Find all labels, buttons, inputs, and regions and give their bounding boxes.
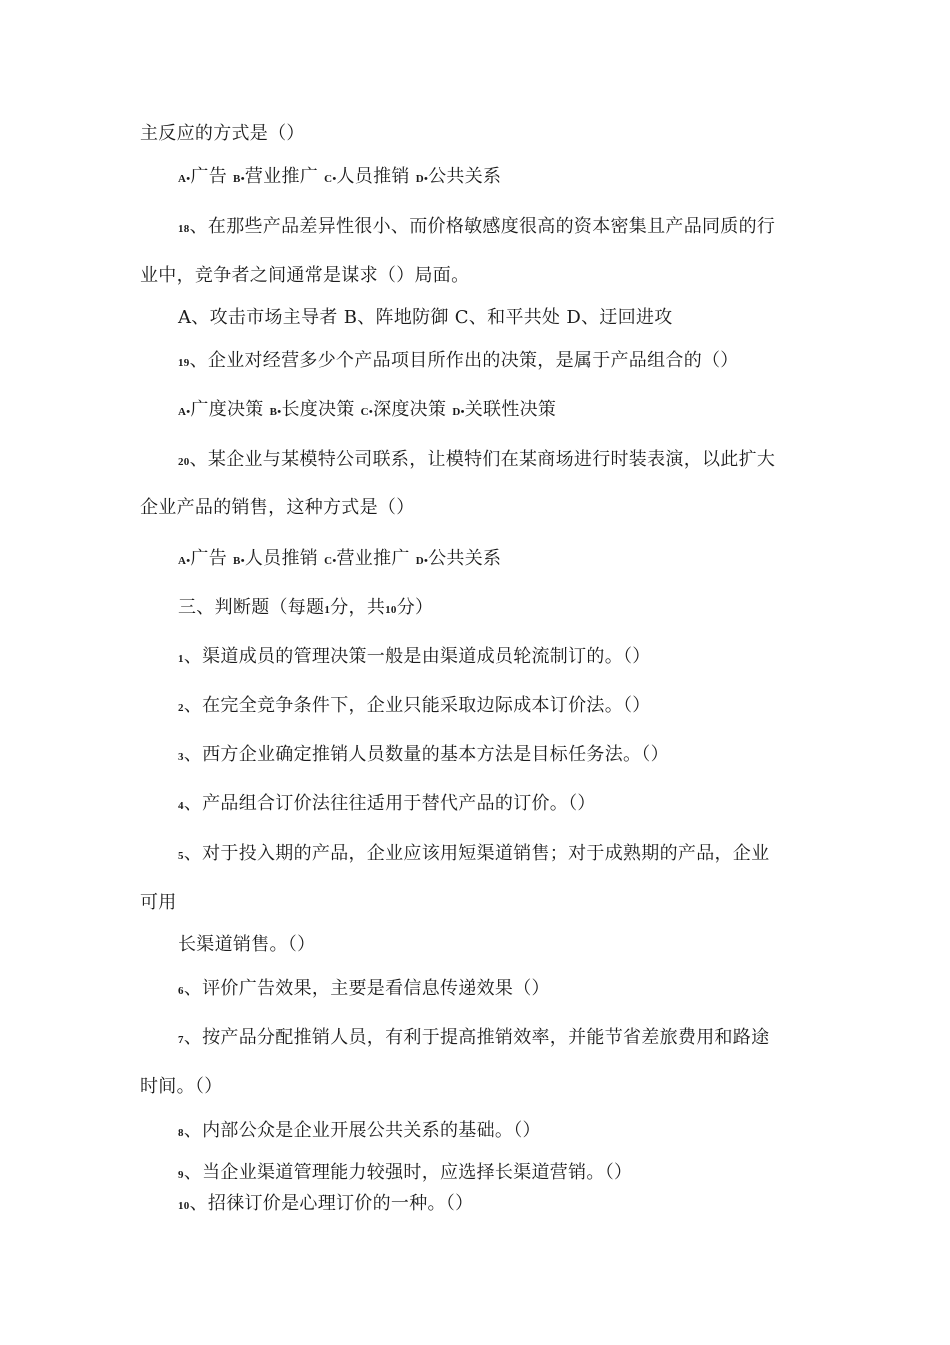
question-20-continuation xyxy=(140,497,415,519)
question-18 xyxy=(178,216,775,240)
option-d-text: 公共关系 xyxy=(428,548,502,569)
option-a-letter: A xyxy=(178,555,187,567)
points-total: 10 xyxy=(385,604,397,616)
option-dot: • xyxy=(332,173,337,185)
question-number: 8 xyxy=(178,1127,184,1139)
points-each: 1 xyxy=(324,604,331,616)
question-text: 、产品组合订价法往往适用于替代产品的订价。（） xyxy=(183,793,596,814)
question-number: 18 xyxy=(178,223,190,235)
question-text: 长渠道销售。（） xyxy=(178,934,316,955)
judgement-7-continuation xyxy=(140,1076,223,1098)
judgement-6 xyxy=(178,978,550,1002)
option-dot: • xyxy=(423,173,429,185)
judgement-5-continuation-2 xyxy=(178,934,315,956)
question-text: 、西方企业确定推销人员数量的基本方法是目标任务法。（） xyxy=(183,744,669,765)
question-text: 、企业对经营多少个产品项目所作出的决策，是属于产品组合的（） xyxy=(189,350,739,371)
question-text: 、评价广告效果，主要是看信息传递效果（） xyxy=(183,978,550,999)
option-b-letter: B xyxy=(233,173,241,185)
option-a-text: 广度决策 xyxy=(190,399,264,420)
question-text: 可用 xyxy=(140,892,177,913)
option-c-text: 深度决策 xyxy=(373,399,447,420)
option-b-text: 人员推销 xyxy=(244,548,319,569)
question-text: 、某企业与某模特公司联系，让模特们在某商场进行时装表演，以此扩大 xyxy=(189,449,776,470)
option-d-letter: D xyxy=(415,555,424,567)
question-number: 7 xyxy=(178,1034,184,1046)
judgement-9 xyxy=(178,1162,632,1186)
option-d-text: 关联性决策 xyxy=(464,399,557,420)
question-number: 6 xyxy=(178,985,184,997)
option-dot: • xyxy=(186,555,191,567)
q17-continuation xyxy=(140,123,305,145)
judgement-4 xyxy=(178,793,596,817)
question-text: 企业产品的销售，这种方式是（） xyxy=(140,497,415,518)
option-a-letter: A xyxy=(178,406,187,418)
question-number: 5 xyxy=(178,850,184,862)
question-number: 2 xyxy=(178,702,184,714)
option-b-letter: B xyxy=(269,406,278,418)
option-c-letter: C xyxy=(360,406,369,418)
section-heading-suffix: 分） xyxy=(396,597,434,618)
judgement-10 xyxy=(178,1193,473,1217)
judgement-7 xyxy=(178,1027,769,1051)
option-dot: • xyxy=(186,173,191,185)
question-text: 、内部公众是企业开展公共关系的基础。（） xyxy=(183,1120,541,1141)
option-dot: • xyxy=(332,555,337,567)
judgement-3 xyxy=(178,744,669,768)
question-text: 、按产品分配推销人员，有利于提高推销效率，并能节省差旅费用和路途 xyxy=(183,1027,770,1048)
option-a-letter: A xyxy=(178,173,187,185)
option-dot: • xyxy=(240,173,245,185)
question-18-continuation xyxy=(140,265,469,287)
judgement-2 xyxy=(178,695,651,719)
option-dot: • xyxy=(186,406,191,418)
question-text: 、渠道成员的管理决策一般是由渠道成员轮流制订的。（） xyxy=(183,646,651,667)
option-d-text: 公共关系 xyxy=(428,166,502,187)
option-dot: • xyxy=(240,555,245,567)
option-c-letter: C xyxy=(324,173,333,185)
question-19 xyxy=(178,350,739,374)
option-dot: • xyxy=(368,406,374,418)
q17-options xyxy=(178,166,501,190)
option-d-letter: D xyxy=(452,406,461,418)
question-text: 、当企业渠道管理能力较强时，应选择长渠道营销。（） xyxy=(183,1162,633,1183)
option-dot: • xyxy=(277,406,282,418)
question-number: 19 xyxy=(178,357,190,369)
question-20 xyxy=(178,449,775,473)
section-heading-prefix: 三、判断题（每题 xyxy=(178,597,325,618)
option-c-text: 营业推广 xyxy=(336,548,410,569)
section-heading xyxy=(178,597,433,621)
question-number: 3 xyxy=(178,751,184,763)
option-b-text: 营业推广 xyxy=(244,166,319,187)
question-text: 、在那些产品差异性很小、而价格敏感度很高的资本密集且产品同质的行 xyxy=(189,216,776,237)
q17-cont-text: 主反应的方式是（） xyxy=(140,123,305,144)
option-dot: • xyxy=(423,555,429,567)
option-d-letter: D xyxy=(415,173,424,185)
judgement-5 xyxy=(178,843,769,867)
judgement-5-continuation-1 xyxy=(140,892,177,914)
question-number: 20 xyxy=(178,456,190,468)
question-number: 9 xyxy=(178,1169,184,1181)
section-heading-mid: 分，共 xyxy=(330,597,386,618)
question-text: 、对于投入期的产品，企业应该用短渠道销售；对于成熟期的产品，企业 xyxy=(183,843,770,864)
options-text: A、攻击市场主导者 B、阵地防御 C、和平共处 D、迂回进攻 xyxy=(178,307,673,328)
option-a-text: 广告 xyxy=(190,166,228,187)
question-text: 、在完全竞争条件下，企业只能采取边际成本订价法。（） xyxy=(183,695,651,716)
judgement-1 xyxy=(178,646,651,670)
question-text: 业中，竞争者之间通常是谋求（）局面。 xyxy=(140,265,470,286)
question-number: 1 xyxy=(178,653,184,665)
option-b-text: 长度决策 xyxy=(281,399,355,420)
question-18-options xyxy=(178,307,673,329)
option-dot: • xyxy=(460,406,465,418)
option-b-letter: B xyxy=(233,555,241,567)
question-number: 4 xyxy=(178,800,184,812)
option-c-letter: C xyxy=(324,555,333,567)
question-number: 10 xyxy=(178,1200,190,1212)
judgement-8 xyxy=(178,1120,541,1144)
option-a-text: 广告 xyxy=(190,548,228,569)
question-19-options xyxy=(178,399,556,423)
question-20-options xyxy=(178,548,501,572)
question-text: 、招徕订价是心理订价的一种。（） xyxy=(189,1193,474,1214)
option-c-text: 人员推销 xyxy=(336,166,410,187)
question-text: 时间。（） xyxy=(140,1076,223,1097)
